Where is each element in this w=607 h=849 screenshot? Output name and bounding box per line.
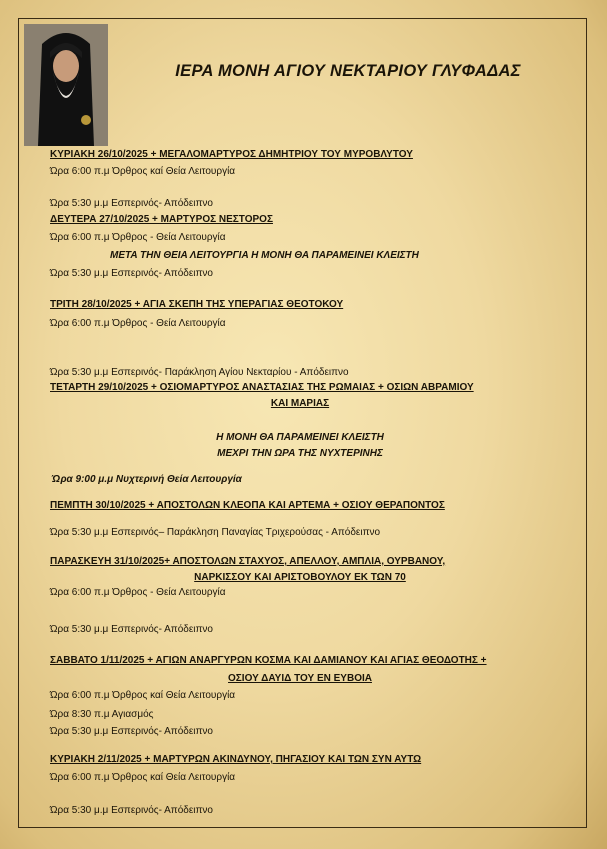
page-title: ΙΕΡΑ ΜΟΝΗ ΑΓΙΟΥ ΝΕΚΤΑΡΙΟΥ ΓΛΥΦΑΔΑΣ bbox=[175, 62, 521, 80]
schedule-line: Ώρα 6:00 π.μ Όρθρος καί Θεία Λειτουργία bbox=[50, 690, 236, 701]
schedule-line: Ώρα 5:30 μ.μ Εσπερινός- Απόδειπνο bbox=[50, 624, 213, 635]
day-header: ΚΥΡΙΑΚΗ 2/11/2025 + ΜΑΡΤΥΡΩΝ ΑΚΙΝΔΥΝΟΥ, ΠΗΓΑΣΙΟΥ ΚΑΙ ΤΩΝ ΣΥΝ ΑΥΤΩ bbox=[50, 754, 422, 765]
day-header: ΠΑΡΑΣΚΕΥΗ 31/10/2025+ ΑΠΟΣΤΟΛΩΝ ΣΤΑΧΥΟΣ, ΑΠΕΛΛΟΥ, ΑΜΠΛΙΑ, ΟΥΡΒΑΝΟΥ, bbox=[50, 556, 446, 567]
day-header-continued: ΝΑΡΚΙΣΣΟΥ ΚΑΙ ΑΡΙΣΤΟΒΟΥΛΟΥ ΕΚ ΤΩΝ 70 bbox=[194, 572, 406, 583]
schedule-line: Ώρα 6:00 π.μ Όρθρος - Θεία Λειτουργία bbox=[50, 232, 226, 243]
day-header-continued: ΟΣΙΟΥ ΔΑΥΙΔ ΤΟΥ ΕΝ ΕΥΒΟΙΑ bbox=[228, 673, 372, 684]
schedule-line: Ώρα 5:30 μ.μ Εσπερινός- Απόδειπνο bbox=[50, 198, 213, 209]
day-header: ΤΕΤΑΡΤΗ 29/10/2025 + ΟΣΙΟΜΑΡΤΥΡΟΣ ΑΝΑΣΤΑΣΙΑΣ ΤΗΣ ΡΩΜΑΙΑΣ + ΟΣΙΩΝ ΑΒΡΑΜΙΟΥ bbox=[50, 382, 474, 393]
day-header-continued: ΚΑΙ ΜΑΡΙΑΣ bbox=[270, 398, 330, 409]
schedule-line: Ώρα 6:00 π.μ Όρθρος καί Θεία Λειτουργία bbox=[50, 772, 236, 783]
schedule-line: Ώρα 5:30 μ.μ Εσπερινός- Απόδειπνο bbox=[50, 805, 213, 816]
closure-note: ΜΕΧΡΙ ΤΗΝ ΩΡΑ ΤΗΣ ΝΥΧΤΕΡΙΝΗΣ bbox=[217, 448, 383, 459]
schedule-line: Ώρα 5:30 μ.μ Εσπερινός- Παράκληση Αγίου Νεκταρίου - Απόδειπνο bbox=[50, 367, 349, 378]
schedule-line: Ώρα 8:30 π.μ Αγιασμός bbox=[50, 709, 154, 720]
day-header: ΚΥΡΙΑΚΗ 26/10/2025 + ΜΕΓΑΛΟΜΑΡΤΥΡΟΣ ΔΗΜΗΤΡΙΟΥ ΤΟΥ ΜΥΡΟΒΛΥΤΟΥ bbox=[50, 149, 413, 160]
day-header: ΤΡΙΤΗ 28/10/2025 + ΑΓΙΑ ΣΚΕΠΗ ΤΗΣ ΥΠΕΡΑΓΙΑΣ ΘΕΟΤΟΚΟΥ bbox=[50, 299, 344, 310]
closure-note: ΜΕΤΑ ΤΗΝ ΘΕΙΑ ΛΕΙΤΟΥΡΓΙΑ Η ΜΟΝΗ ΘΑ ΠΑΡΑΜΕΙΝΕΙ ΚΛΕΙΣΤΗ bbox=[110, 250, 419, 261]
schedule-line: Ώρα 5:30 μ.μ Εσπερινός– Παράκληση Παναγίας Τριχερούσας - Απόδειπνο bbox=[50, 527, 381, 538]
day-header: ΠΕΜΠΤΗ 30/10/2025 + ΑΠΟΣΤΟΛΩΝ ΚΛΕΟΠΑ ΚΑΙ ΑΡΤΕΜΑ + ΟΣΙΟΥ ΘΕΡΑΠΟΝΤΟΣ bbox=[50, 500, 445, 511]
schedule-line: Ώρα 6:00 π.μ Όρθρος - Θεία Λειτουργία bbox=[50, 587, 226, 598]
schedule-line: Ώρα 9:00 μ.μ Νυχτερινή Θεία Λειτουργία bbox=[52, 474, 242, 485]
day-header: ΔΕΥΤΕΡΑ 27/10/2025 + ΜΑΡΤΥΡΟΣ ΝΕΣΤΟΡΟΣ bbox=[50, 214, 273, 225]
schedule-line: Ώρα 6:00 π.μ Όρθρος - Θεία Λειτουργία bbox=[50, 318, 226, 329]
closure-note: Η ΜΟΝΗ ΘΑ ΠΑΡΑΜΕΙΝΕΙ ΚΛΕΙΣΤΗ bbox=[216, 432, 384, 443]
schedule-line: Ώρα 5:30 μ.μ Εσπερινός- Απόδειπνο bbox=[50, 726, 213, 737]
schedule-line: Ώρα 6:00 π.μ Όρθρος καί Θεία Λειτουργία bbox=[50, 166, 236, 177]
day-header: ΣΑΒΒΑΤΟ 1/11/2025 + ΑΓΙΩΝ ΑΝΑΡΓΥΡΩΝ ΚΟΣΜΑ ΚΑΙ ΔΑΜΙΑΝΟΥ ΚΑΙ ΑΓΙΑΣ ΘΕΟΔΟΤΗΣ + bbox=[50, 655, 487, 666]
saint-portrait-image bbox=[24, 24, 108, 146]
portrait-drawing bbox=[24, 24, 108, 146]
schedule-line: Ώρα 5:30 μ.μ Εσπερινός- Απόδειπνο bbox=[50, 268, 213, 279]
